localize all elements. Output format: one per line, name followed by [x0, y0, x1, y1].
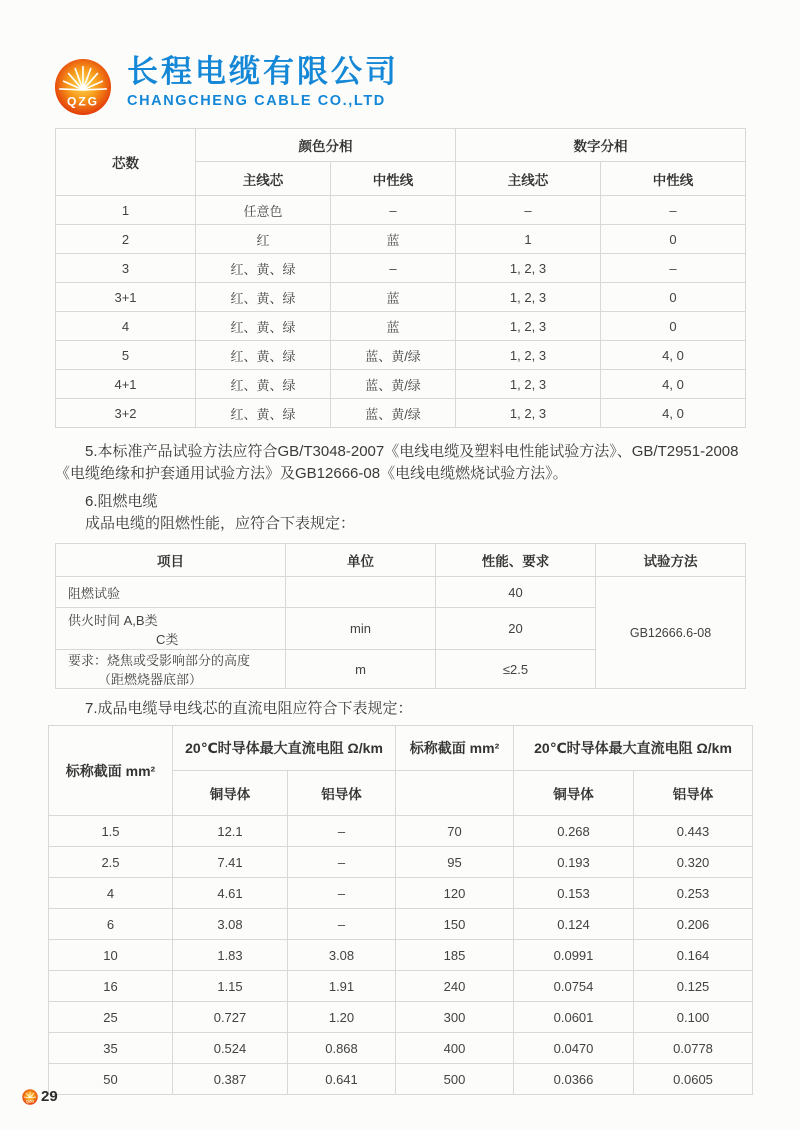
table-cell: m: [286, 650, 436, 689]
table-row: [49, 1064, 753, 1095]
table-row: [56, 254, 746, 283]
table-cell: 35: [49, 1033, 173, 1064]
table-cell: 1, 2, 3: [456, 341, 601, 370]
table-cell: 0.153: [514, 878, 634, 909]
company-logo-icon: [54, 58, 112, 116]
table-row: [49, 816, 753, 847]
table-cell: 240: [396, 971, 514, 1002]
table-cell: 0.0601: [514, 1002, 634, 1033]
column-header-neutral: 中性线: [601, 162, 746, 196]
table-cell: 3+1: [56, 283, 196, 312]
table-row: [56, 196, 746, 225]
table-cell: 蓝、黄/绿: [331, 341, 456, 370]
table-cell: 1: [56, 196, 196, 225]
table-cell: 4, 0: [601, 399, 746, 428]
table-cell: 150: [396, 909, 514, 940]
table-row: [49, 1033, 753, 1064]
column-header-unit: 单位: [286, 544, 436, 577]
table-cell: 5: [56, 341, 196, 370]
table-row: [56, 577, 746, 608]
table-cell: 120: [396, 878, 514, 909]
table-cell: –: [288, 909, 396, 940]
table-cell: 3+2: [56, 399, 196, 428]
table-cell-method: GB12666.6-08: [596, 577, 746, 689]
column-header-color-group: 颜色分相: [196, 129, 456, 162]
table-cell-empty: [396, 771, 514, 816]
table-cell: 0.253: [634, 878, 753, 909]
table-cell: 1: [456, 225, 601, 254]
column-header-aluminum: 铝导体: [288, 771, 396, 816]
company-name-cn: 长程电缆有限公司: [127, 54, 399, 89]
table-cell: 20: [436, 608, 596, 650]
column-header-resistance: 20℃时导体最大直流电阻 Ω/km: [514, 726, 753, 771]
table-cell: 0.443: [634, 816, 753, 847]
table-cell: 3: [56, 254, 196, 283]
table-cell: –: [331, 196, 456, 225]
table-cell: 任意色: [196, 196, 331, 225]
table-cell: 1.20: [288, 1002, 396, 1033]
cell-line-2: （距燃烧器底部）: [98, 672, 203, 687]
table-cell: 50: [49, 1064, 173, 1095]
footer-logo-icon: [22, 1089, 38, 1105]
table-cell: 2.5: [49, 847, 173, 878]
table-cell: 1.15: [173, 971, 288, 1002]
table-row: [49, 909, 753, 940]
table-cell: 12.1: [173, 816, 288, 847]
table-cell: 蓝: [331, 225, 456, 254]
table-cell: 185: [396, 940, 514, 971]
table-cell: 0.164: [634, 940, 753, 971]
table-cell: ≤2.5: [436, 650, 596, 689]
core-phasing-table: [55, 128, 746, 428]
table-cell: 4: [56, 312, 196, 341]
table-cell: 阻燃试验: [56, 577, 286, 608]
table-cell: 红、黄、绿: [196, 312, 331, 341]
table-cell: min: [286, 608, 436, 650]
table-cell: 0.0754: [514, 971, 634, 1002]
table-cell: 1, 2, 3: [456, 283, 601, 312]
table-cell: 红: [196, 225, 331, 254]
flame-retardant-table: [55, 543, 746, 689]
paragraph-standards: 5.本标准产品试验方法应符合GB/T3048-2007《电线电缆及塑料电性能试验方法》、GB/T2951-2008《电缆绝缘和护套通用试验方法》及GB12666-08《电线电缆燃烧试验方法》。: [55, 443, 739, 482]
table-cell: –: [288, 816, 396, 847]
table-cell: 16: [49, 971, 173, 1002]
table-cell: 1.91: [288, 971, 396, 1002]
table-cell: –: [601, 196, 746, 225]
table-cell: 1, 2, 3: [456, 254, 601, 283]
logo-text: QZG: [67, 94, 99, 109]
table-cell: 4+1: [56, 370, 196, 399]
table-row: [56, 225, 746, 254]
table-cell: 95: [396, 847, 514, 878]
column-header-requirement: 性能、要求: [436, 544, 596, 577]
table-cell: 0.641: [288, 1064, 396, 1095]
table-cell: 1, 2, 3: [456, 399, 601, 428]
table-row: [49, 878, 753, 909]
table-cell: 3.08: [173, 909, 288, 940]
table-cell: 0.387: [173, 1064, 288, 1095]
cell-line-1: 要求：烧焦或受影响部分的高度: [68, 653, 251, 668]
table-cell: 40: [436, 577, 596, 608]
table-row: [49, 971, 753, 1002]
paragraph-flame-title: 6.阻燃电缆: [85, 493, 158, 510]
table-cell: 红、黄、绿: [196, 341, 331, 370]
table-cell: 400: [396, 1033, 514, 1064]
table-cell: –: [288, 847, 396, 878]
column-header-number-group: 数字分相: [456, 129, 746, 162]
column-header-main-core: 主线芯: [456, 162, 601, 196]
table-cell: 3.08: [288, 940, 396, 971]
cell-line-1: 供火时间 A,B类: [68, 612, 158, 628]
table-cell: 0: [601, 312, 746, 341]
dc-resistance-table: [48, 725, 753, 1095]
column-header-copper: 铜导体: [514, 771, 634, 816]
table-cell: –: [601, 254, 746, 283]
column-header-item: 项目: [56, 544, 286, 577]
table-row: [56, 312, 746, 341]
table-row: [49, 847, 753, 878]
table-row: [56, 283, 746, 312]
table-cell: 1.5: [49, 816, 173, 847]
table-cell: 0.268: [514, 816, 634, 847]
table-cell: 蓝: [331, 312, 456, 341]
company-name-block: [127, 56, 399, 109]
table-cell: 25: [49, 1002, 173, 1033]
table-cell: 红、黄、绿: [196, 370, 331, 399]
table-cell: [56, 608, 286, 650]
table-cell: 蓝、黄/绿: [331, 399, 456, 428]
column-header-neutral: 中性线: [331, 162, 456, 196]
table-cell: 0.524: [173, 1033, 288, 1064]
table-cell: 0.0366: [514, 1064, 634, 1095]
table-cell: 0.868: [288, 1033, 396, 1064]
table-cell: 红、黄、绿: [196, 254, 331, 283]
footer-logo-text: QZG: [25, 1098, 35, 1103]
table-cell: [286, 577, 436, 608]
table-row: [56, 370, 746, 399]
company-header: [0, 0, 800, 128]
table-cell: 4, 0: [601, 370, 746, 399]
table-cell: 10: [49, 940, 173, 971]
column-header-section: 标称截面 mm²: [49, 726, 173, 816]
table-cell: 0.100: [634, 1002, 753, 1033]
table-cell: [56, 650, 286, 689]
table-cell: 蓝、黄/绿: [331, 370, 456, 399]
table-row: [49, 1002, 753, 1033]
table-cell: 300: [396, 1002, 514, 1033]
table-cell: 0.124: [514, 909, 634, 940]
paragraph-flame-intro: 成品电缆的阻燃性能，应符合下表规定：: [85, 515, 356, 532]
table-cell: 1, 2, 3: [456, 370, 601, 399]
table-cell: 0: [601, 283, 746, 312]
table-cell: –: [456, 196, 601, 225]
table-cell: 0.0470: [514, 1033, 634, 1064]
table-cell: 4: [49, 878, 173, 909]
table-cell: 蓝: [331, 283, 456, 312]
table-row: [56, 399, 746, 428]
table-cell: 4, 0: [601, 341, 746, 370]
column-header-resistance: 20℃时导体最大直流电阻 Ω/km: [173, 726, 396, 771]
table-cell: 70: [396, 816, 514, 847]
paragraph-resistance-intro: 7.成品电缆导电线芯的直流电阻应符合下表规定：: [85, 700, 413, 717]
column-header-method: 试验方法: [596, 544, 746, 577]
table-cell: 0.0605: [634, 1064, 753, 1095]
table-cell: 0: [601, 225, 746, 254]
table-cell: –: [331, 254, 456, 283]
table-cell: 7.41: [173, 847, 288, 878]
table-cell: 0.320: [634, 847, 753, 878]
table-cell: 0.206: [634, 909, 753, 940]
table-row: [56, 341, 746, 370]
column-header-aluminum: 铝导体: [634, 771, 753, 816]
column-header-copper: 铜导体: [173, 771, 288, 816]
column-header-cores: 芯数: [56, 129, 196, 196]
table-cell: –: [288, 878, 396, 909]
page-footer: [22, 1088, 58, 1105]
table-cell: 6: [49, 909, 173, 940]
company-name-en: CHANGCHENG CABLE CO.,LTD: [127, 92, 386, 109]
table-cell: 1, 2, 3: [456, 312, 601, 341]
table-cell: 2: [56, 225, 196, 254]
cell-line-2: C类: [156, 631, 179, 647]
table-cell: 0.125: [634, 971, 753, 1002]
table-cell: 0.0778: [634, 1033, 753, 1064]
table-cell: 红、黄、绿: [196, 399, 331, 428]
column-header-main-core: 主线芯: [196, 162, 331, 196]
table-cell: 0.193: [514, 847, 634, 878]
column-header-section: 标称截面 mm²: [396, 726, 514, 771]
table-cell: 1.83: [173, 940, 288, 971]
table-cell: 0.0991: [514, 940, 634, 971]
table-cell: 500: [396, 1064, 514, 1095]
page-number: 29: [41, 1088, 58, 1105]
table-cell: 4.61: [173, 878, 288, 909]
table-cell: 0.727: [173, 1002, 288, 1033]
table-row: [49, 940, 753, 971]
table-cell: 红、黄、绿: [196, 283, 331, 312]
